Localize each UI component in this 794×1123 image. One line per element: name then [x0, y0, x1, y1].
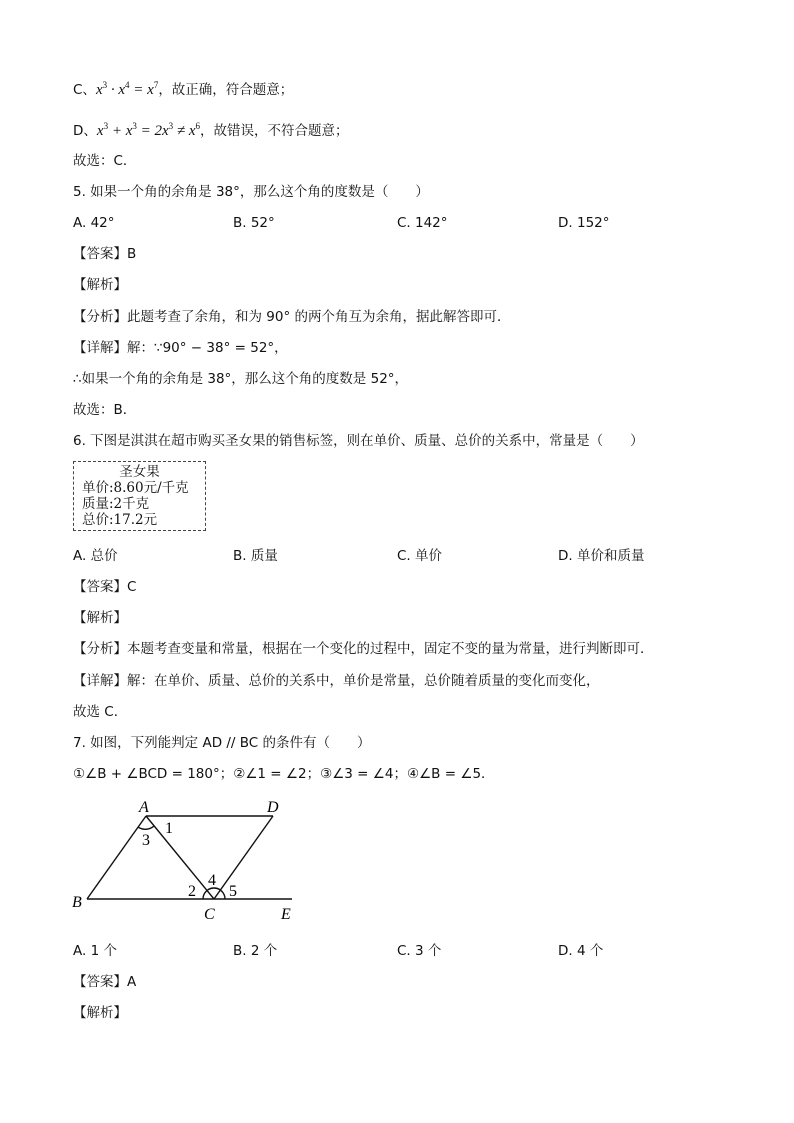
label-title: 圣女果 [119, 464, 160, 480]
q6-option-b: B. 质量 [233, 548, 278, 564]
angle-1-label: 1 [165, 820, 173, 837]
prev-choice: 故选：C． [73, 153, 137, 169]
q5-choice: 故选：B． [73, 402, 137, 418]
sales-label-box [73, 461, 206, 531]
option-c-explanation [73, 76, 293, 99]
q5-stem: 5. 如果一个角的余角是 38°，那么这个角的度数是（ ） [73, 184, 429, 200]
angle-4-label: 4 [208, 872, 216, 889]
q6-fenxi: 【分析】本题考查变量和常量，根据在一个变化的过程中，固定不变的量为常量，进行判断即可． [73, 641, 654, 657]
explanation-text: ，故错误，不符合题意； [200, 123, 349, 139]
q7-stem: 7. 如图，下列能判定 AD // BC 的条件有（ ） [73, 735, 371, 751]
label-mass: 质量:2千克 [82, 496, 150, 512]
q7-conditions: ①∠B + ∠BCD = 180°；②∠1 = ∠2；③∠3 = ∠4；④∠B = ∠5． [73, 766, 495, 782]
q6-jiexi: 【解析】 [73, 610, 127, 626]
q7-option-c: C. 3 个 [397, 943, 442, 959]
q7-answer: 【答案】A [73, 974, 137, 990]
q5-option-d: D. 152° [558, 215, 610, 231]
angle-5-label: 5 [229, 883, 237, 900]
q6-stem: 6. 下图是淇淇在超市购买圣女果的销售标签，则在单价、质量、总价的关系中，常量是（ ） [73, 433, 644, 449]
angle-2-label: 2 [188, 883, 196, 900]
explanation-text: ，故正确，符合题意； [158, 82, 294, 98]
segment-ac [146, 816, 214, 899]
q5-option-c: C. 142° [397, 215, 448, 231]
point-e-label: E [281, 906, 291, 923]
q5-jiexi: 【解析】 [73, 277, 127, 293]
q6-option-a: A. 总价 [73, 548, 118, 564]
q5-answer: 【答案】B [73, 246, 137, 262]
q5-xiangjie: 【详解】解：∵90° − 38° = 52°， [73, 340, 288, 356]
q7-option-d: D. 4 个 [558, 943, 604, 959]
q6-answer: 【答案】C [73, 579, 137, 595]
q6-xiangjie: 【详解】解：在单价、质量、总价的关系中，单价是常量，总价随着质量的变化而变化， [73, 673, 600, 689]
segment-ab [87, 816, 146, 899]
geometry-figure [70, 793, 300, 923]
option-d-explanation [73, 117, 349, 140]
segment-dc [214, 816, 273, 899]
label-price: 单价:8.60元/千克 [82, 480, 189, 496]
q5-fenxi: 【分析】此题考查了余角，和为 90° 的两个角互为余角，据此解答即可． [73, 309, 511, 325]
q6-choice: 故选 C． [73, 704, 128, 720]
q5-option-b: B. 52° [233, 215, 275, 231]
label-total: 总价:17.2元 [82, 512, 158, 528]
q6-option-c: C. 单价 [397, 548, 443, 564]
option-label: D、 [73, 123, 97, 139]
q5-option-a: A. 42° [73, 215, 115, 231]
q7-option-a: A. 1 个 [73, 943, 117, 959]
point-b-label: B [72, 894, 82, 911]
point-d-label: D [267, 799, 279, 816]
angle-arc-a [138, 826, 154, 829]
point-c-label: C [204, 906, 215, 923]
q7-jiexi: 【解析】 [73, 1005, 127, 1021]
formula: $x^3 \cdot x^4 = x^7$ [95, 80, 159, 98]
angle-3-label: 3 [142, 832, 150, 849]
point-a-label: A [139, 799, 149, 816]
formula: $x^3 + x^3 = 2x^3 \ne x^6$ [96, 121, 201, 139]
q5-conclusion: ∴如果一个角的余角是 38°，那么这个角的度数是 52°， [73, 371, 409, 387]
q7-option-b: B. 2 个 [233, 943, 278, 959]
option-label: C、 [73, 82, 96, 98]
q6-option-d: D. 单价和质量 [558, 548, 645, 564]
